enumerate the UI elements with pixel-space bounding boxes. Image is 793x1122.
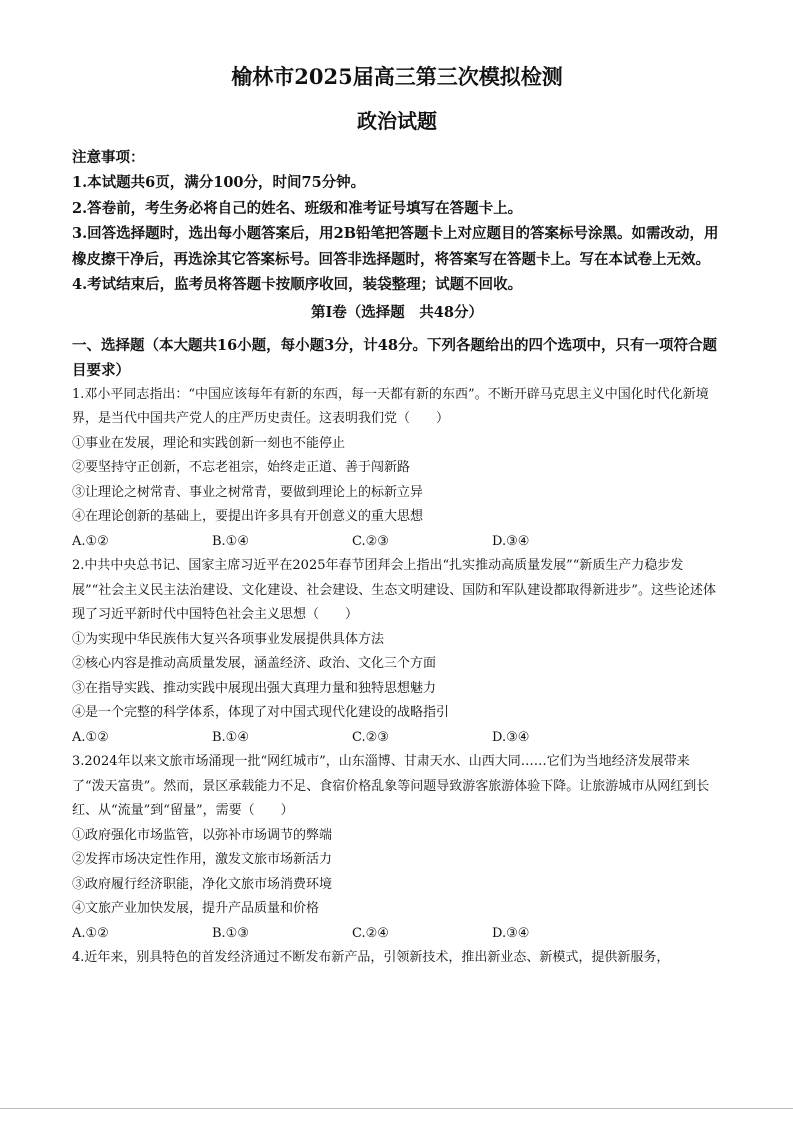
question-option: ④是一个完整的科学体系，体现了对中国式现代化建设的战略指引 <box>72 705 450 720</box>
choice-d: D.③④ <box>492 533 530 549</box>
notice-item: 2.答卷前，考生务必将自己的姓名、班级和准考证号填写在答题卡上。 <box>72 199 523 217</box>
notice-item: 1.本试题共6页，满分100分，时间75分钟。 <box>72 174 366 191</box>
part-heading: 一、选择题（本大题共16小题，每小题3分，计48分。下列各题给出的四个选项中，只有一项符合题目要求） <box>72 336 717 379</box>
exam-title: 榆林市2025届高三第三次模拟检测 <box>231 64 563 89</box>
subject-title: 政治试题 <box>357 109 437 133</box>
choice-d: D.③④ <box>492 925 530 941</box>
notice-item: 4.考试结束后，监考员将答题卡按顺序收回，装袋整理；试题不回收。 <box>72 276 523 293</box>
question-option: ①政府强化市场监管，以弥补市场调节的弊端 <box>72 827 333 843</box>
question-option: ②要坚持守正创新，不忘老祖宗，始终走正道、善于闯新路 <box>72 460 411 475</box>
page-bottom-divider <box>0 1108 793 1109</box>
answer-choices <box>72 530 722 555</box>
choice-b: B.①④ <box>212 533 249 549</box>
choice-a: A.①② <box>72 729 109 745</box>
question-option: ②核心内容是推动高质量发展，涵盖经济、政治、文化三个方面 <box>72 656 437 671</box>
choice-a: A.①② <box>72 533 109 549</box>
choice-c: C.②③ <box>352 729 389 745</box>
section-heading: 第Ⅰ卷（选择题 共48分） <box>311 303 483 321</box>
question-option: ④文旅产业加快发展，提升产品质量和价格 <box>72 901 320 916</box>
question-option: ③在指导实践、推动实践中展现出强大真理力量和独特思想魅力 <box>72 680 437 696</box>
question-stem: 2.中共中央总书记、国家主席习近平在2025年春节团拜会上指出“扎实推动高质量发展”“新质生产力稳步发展”“社会主义民主法治建设、文化建设、社会建设、生态文明建设、国防和军队建设都取得新进步”。这些论述体现了习近平新时代中国特色社会主义思想（ ） <box>72 558 716 622</box>
choice-b: B.①④ <box>212 729 249 745</box>
question-option: ③让理论之树常青、事业之树常青，要做到理论上的标新立异 <box>72 484 424 500</box>
notice-item: 3.回答选择题时，选出每小题答案后，用2B铅笔把答题卡上对应题目的答案标号涂黑。如需改动，用橡皮擦干净后，再选涂其它答案标号。回答非选择题时，将答案写在答题卡上。写在本试卷上无效。 <box>72 225 719 268</box>
question-stem: 3.2024年以来文旅市场涌现一批“网红城市”，山东淄博、甘肃天水、山西大同……它们为当地经济发展带来了“泼天富贵”。然而，景区承载能力不足、食宿价格乱象等问题导致游客旅游体验下降。让旅游城市从网红到长红、从“流量”到“留量”，需要（ ） <box>72 754 710 818</box>
choice-c: C.②③ <box>352 533 389 549</box>
choice-b: B.①③ <box>212 925 249 941</box>
question-option: ④在理论创新的基础上，要提出许多具有开创意义的重大思想 <box>72 509 424 524</box>
notice-heading: 注意事项： <box>72 149 145 166</box>
answer-choices <box>72 922 722 947</box>
choice-c: C.②④ <box>352 925 389 941</box>
question-option: ③政府履行经济职能，净化文旅市场消费环境 <box>72 876 333 892</box>
question-stem: 1.邓小平同志指出：“中国应该每年有新的东西，每一天都有新的东西”。不断开辟马克思主义中国化时代化新境界，是当代中国共产党人的庄严历史责任。这表明我们党（ ） <box>72 386 709 426</box>
choice-a: A.①② <box>72 925 109 941</box>
question-option: ②发挥市场决定性作用，激发文旅市场新活力 <box>72 852 333 867</box>
question-stem: 4.近年来，别具特色的首发经济通过不断发布新产品，引领新技术，推出新业态、新模式，提供新服务， <box>72 950 670 965</box>
answer-choices <box>72 726 722 751</box>
question-option: ①事业在发展，理论和实践创新一刻也不能停止 <box>72 435 346 451</box>
question-option: ①为实现中华民族伟大复兴各项事业发展提供具体方法 <box>72 631 385 647</box>
exam-page <box>72 58 722 971</box>
choice-d: D.③④ <box>492 729 530 745</box>
